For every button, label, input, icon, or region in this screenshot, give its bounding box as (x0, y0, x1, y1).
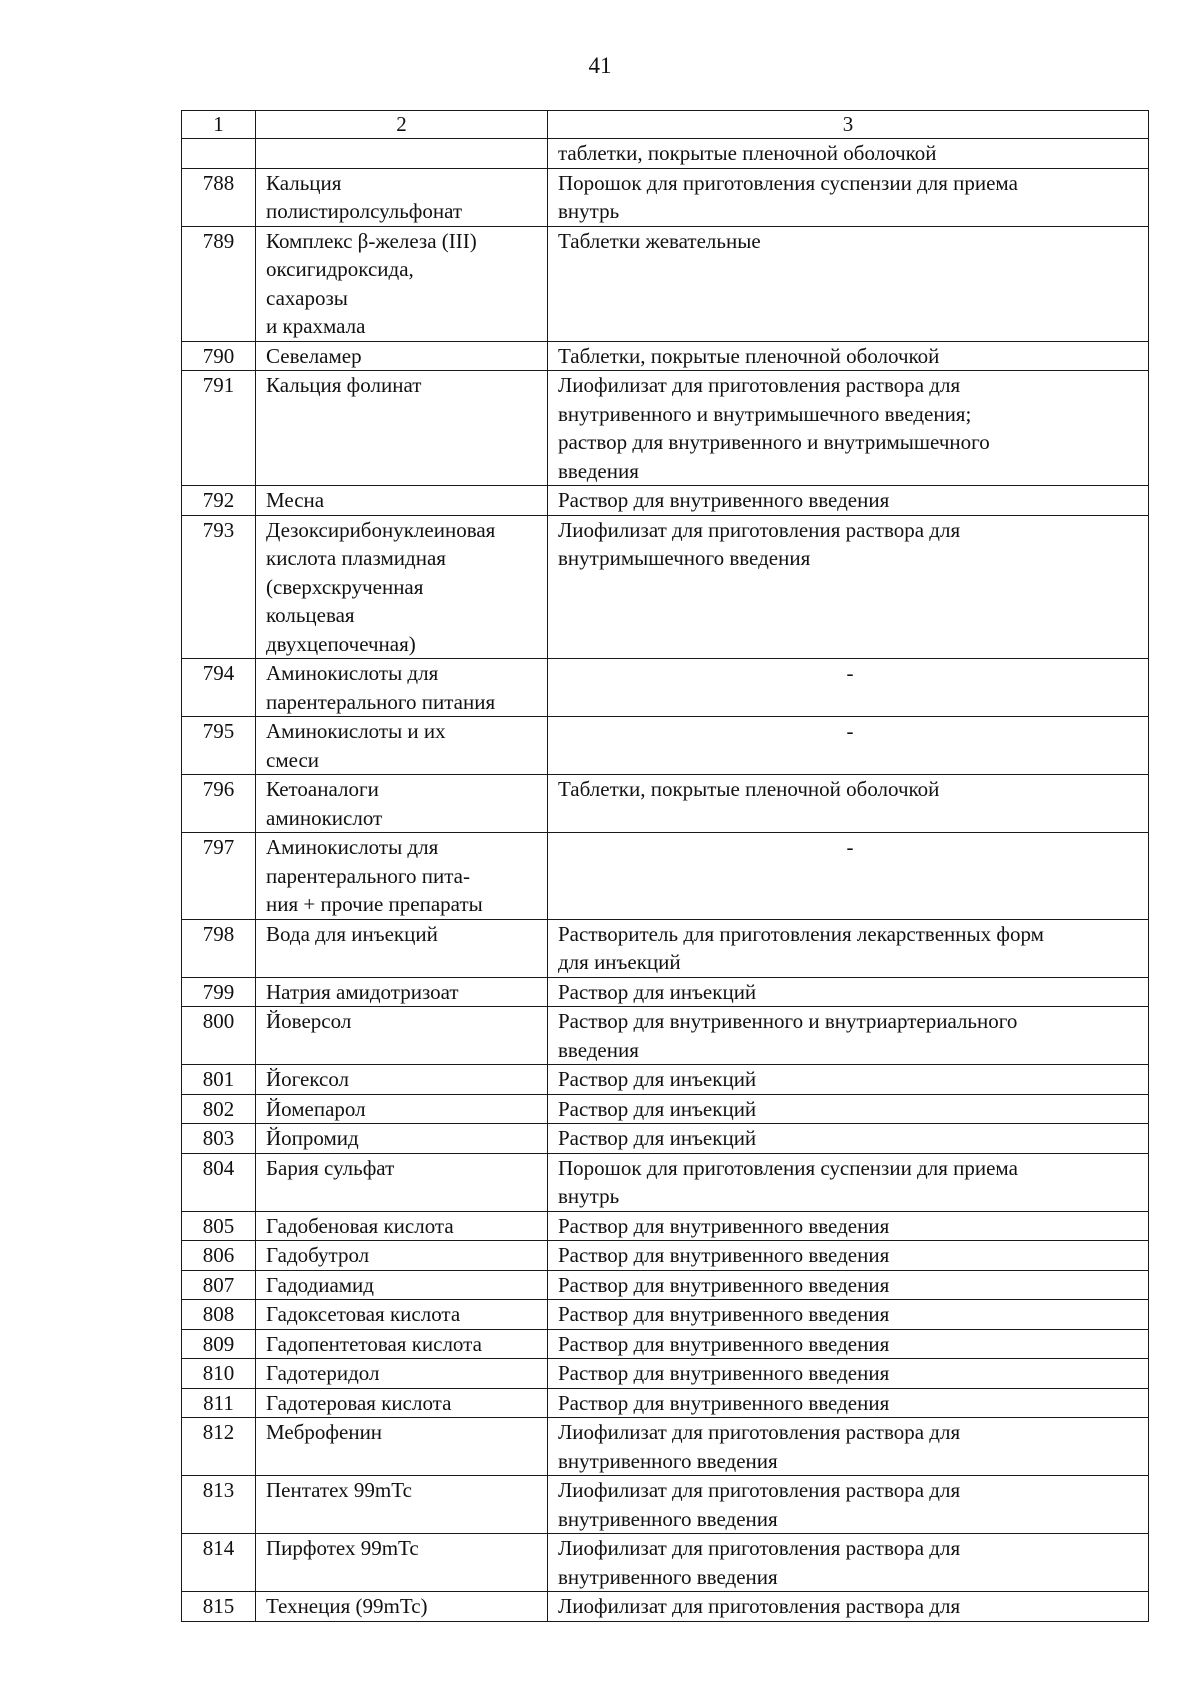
table-row (182, 659, 1149, 717)
drug-name-cell: Гадотеридол (256, 1359, 548, 1389)
drug-name-cell: Севеламер (256, 341, 548, 371)
table-row (182, 1124, 1149, 1154)
drug-name-cell: Гадопентетовая кислота (256, 1329, 548, 1359)
row-number-cell: 792 (182, 486, 256, 516)
dosage-form-cell: Растворитель для приготовления лекарственных форм для инъекций (548, 919, 1149, 977)
table-header (182, 111, 1149, 139)
drug-name-cell: Комплекс β-железа (III) оксигидроксида, сахарозы и крахмала (256, 226, 548, 341)
dosage-form-cell: Раствор для внутривенного введения (548, 1270, 1149, 1300)
table-row (182, 1153, 1149, 1211)
dosage-form-cell: Раствор для внутривенного введения (548, 1211, 1149, 1241)
dosage-form-cell: Таблетки, покрытые пленочной оболочкой (548, 775, 1149, 833)
dosage-form-cell: Раствор для инъекций (548, 977, 1149, 1007)
drug-name-cell: Вода для инъекций (256, 919, 548, 977)
dosage-form-cell: - (548, 833, 1149, 920)
row-number-cell: 794 (182, 659, 256, 717)
row-number-cell: 806 (182, 1241, 256, 1271)
dosage-form-cell: - (548, 659, 1149, 717)
drug-name-cell: Йоверсол (256, 1007, 548, 1065)
row-number-cell: 811 (182, 1388, 256, 1418)
row-number-cell: 789 (182, 226, 256, 341)
drug-name-cell: Гадобутрол (256, 1241, 548, 1271)
drug-name-cell: Натрия амидотризоат (256, 977, 548, 1007)
header-col-1: 1 (182, 111, 256, 139)
header-col-3: 3 (548, 111, 1149, 139)
table-row (182, 168, 1149, 226)
dosage-form-cell: Порошок для приготовления суспензии для приема внутрь (548, 168, 1149, 226)
dosage-form-cell: Лиофилизат для приготовления раствора для внутривенного введения (548, 1418, 1149, 1476)
table-row (182, 515, 1149, 659)
row-number-cell: 803 (182, 1124, 256, 1154)
dosage-form-cell: Раствор для внутривенного введения (548, 1359, 1149, 1389)
drug-name-cell: Йомепарол (256, 1094, 548, 1124)
drug-name-cell: Кальция полистиролсульфонат (256, 168, 548, 226)
table-row (182, 1534, 1149, 1592)
drug-name-cell: Гадоксетовая кислота (256, 1300, 548, 1330)
drug-name-cell: Гадодиамид (256, 1270, 548, 1300)
table-row (182, 1476, 1149, 1534)
dosage-form-cell: Раствор для внутривенного введения (548, 1388, 1149, 1418)
drug-name-cell: Пентатех 99mTc (256, 1476, 548, 1534)
row-number-cell: 814 (182, 1534, 256, 1592)
dosage-form-cell: таблетки, покрытые пленочной оболочкой (548, 139, 1149, 169)
drug-name-cell: Гадотеровая кислота (256, 1388, 548, 1418)
drug-name-cell: Аминокислоты для парентерального питания (256, 659, 548, 717)
table-row (182, 1359, 1149, 1389)
row-number-cell: 808 (182, 1300, 256, 1330)
table-body (182, 139, 1149, 1622)
row-number-cell: 815 (182, 1592, 256, 1622)
row-number-cell: 791 (182, 371, 256, 486)
dosage-form-cell: Лиофилизат для приготовления раствора для (548, 1592, 1149, 1622)
dosage-form-cell: Раствор для внутривенного введения (548, 1300, 1149, 1330)
table-row (182, 341, 1149, 371)
row-number-cell: 810 (182, 1359, 256, 1389)
drug-name-cell: Бария сульфат (256, 1153, 548, 1211)
dosage-form-cell: Таблетки, покрытые пленочной оболочкой (548, 341, 1149, 371)
drug-name-cell: Кетоаналоги аминокислот (256, 775, 548, 833)
row-number-cell: 800 (182, 1007, 256, 1065)
header-col-2: 2 (256, 111, 548, 139)
row-number-cell: 805 (182, 1211, 256, 1241)
table-row (182, 717, 1149, 775)
drug-name-cell: Пирфотех 99mTc (256, 1534, 548, 1592)
dosage-form-cell: Порошок для приготовления суспензии для приема внутрь (548, 1153, 1149, 1211)
drug-name-cell (256, 139, 548, 169)
row-number-cell: 813 (182, 1476, 256, 1534)
dosage-form-cell: Таблетки жевательные (548, 226, 1149, 341)
row-number-cell: 798 (182, 919, 256, 977)
table-row (182, 1094, 1149, 1124)
dosage-form-cell: Раствор для внутривенного введения (548, 486, 1149, 516)
drug-name-cell: Кальция фолинат (256, 371, 548, 486)
table-row (182, 977, 1149, 1007)
table-row (182, 1211, 1149, 1241)
drug-name-cell: Аминокислоты и их смеси (256, 717, 548, 775)
table-row (182, 775, 1149, 833)
table-row (182, 1065, 1149, 1095)
drug-name-cell: Дезоксирибонуклеиновая кислота плазмидная (сверхскрученная кольцевая двухцепочечная) (256, 515, 548, 659)
table-row (182, 226, 1149, 341)
row-number-cell: 797 (182, 833, 256, 920)
row-number-cell: 788 (182, 168, 256, 226)
dosage-form-cell: Лиофилизат для приготовления раствора для внутривенного и внутримышечного введения; раствор для внутривенного и внутримышечного введения (548, 371, 1149, 486)
row-number-cell: 795 (182, 717, 256, 775)
row-number-cell: 796 (182, 775, 256, 833)
table-row (182, 371, 1149, 486)
dosage-form-cell: Лиофилизат для приготовления раствора для внутримышечного введения (548, 515, 1149, 659)
dosage-form-cell: Раствор для внутривенного и внутриартериального введения (548, 1007, 1149, 1065)
header-row (182, 111, 1149, 139)
row-number-cell: 802 (182, 1094, 256, 1124)
table-row (182, 1388, 1149, 1418)
drug-table (181, 110, 1149, 1622)
dosage-form-cell: Лиофилизат для приготовления раствора для внутривенного введения (548, 1534, 1149, 1592)
row-number-cell (182, 139, 256, 169)
table-row (182, 833, 1149, 920)
table-row (182, 486, 1149, 516)
row-number-cell: 793 (182, 515, 256, 659)
table-row (182, 1241, 1149, 1271)
drug-name-cell: Гадобеновая кислота (256, 1211, 548, 1241)
dosage-form-cell: Раствор для инъекций (548, 1124, 1149, 1154)
drug-name-cell: Меброфенин (256, 1418, 548, 1476)
dosage-form-cell: Лиофилизат для приготовления раствора для внутривенного введения (548, 1476, 1149, 1534)
drug-name-cell: Йогексол (256, 1065, 548, 1095)
row-number-cell: 790 (182, 341, 256, 371)
drug-name-cell: Аминокислоты для парентерального пита- ния + прочие препараты (256, 833, 548, 920)
row-number-cell: 812 (182, 1418, 256, 1476)
page-number: 41 (588, 53, 612, 78)
drug-name-cell: Йопромид (256, 1124, 548, 1154)
row-number-cell: 799 (182, 977, 256, 1007)
table-row (182, 919, 1149, 977)
dosage-form-cell: Раствор для внутривенного введения (548, 1241, 1149, 1271)
drug-name-cell: Месна (256, 486, 548, 516)
table-row (182, 1329, 1149, 1359)
row-number-cell: 804 (182, 1153, 256, 1211)
table-row (182, 139, 1149, 169)
row-number-cell: 807 (182, 1270, 256, 1300)
table-row (182, 1007, 1149, 1065)
table-row (182, 1300, 1149, 1330)
table-row (182, 1418, 1149, 1476)
row-number-cell: 809 (182, 1329, 256, 1359)
dosage-form-cell: - (548, 717, 1149, 775)
dosage-form-cell: Раствор для внутривенного введения (548, 1329, 1149, 1359)
table-row (182, 1270, 1149, 1300)
dosage-form-cell: Раствор для инъекций (548, 1065, 1149, 1095)
dosage-form-cell: Раствор для инъекций (548, 1094, 1149, 1124)
table-row (182, 1592, 1149, 1622)
row-number-cell: 801 (182, 1065, 256, 1095)
drug-name-cell: Технеция (99mTc) (256, 1592, 548, 1622)
